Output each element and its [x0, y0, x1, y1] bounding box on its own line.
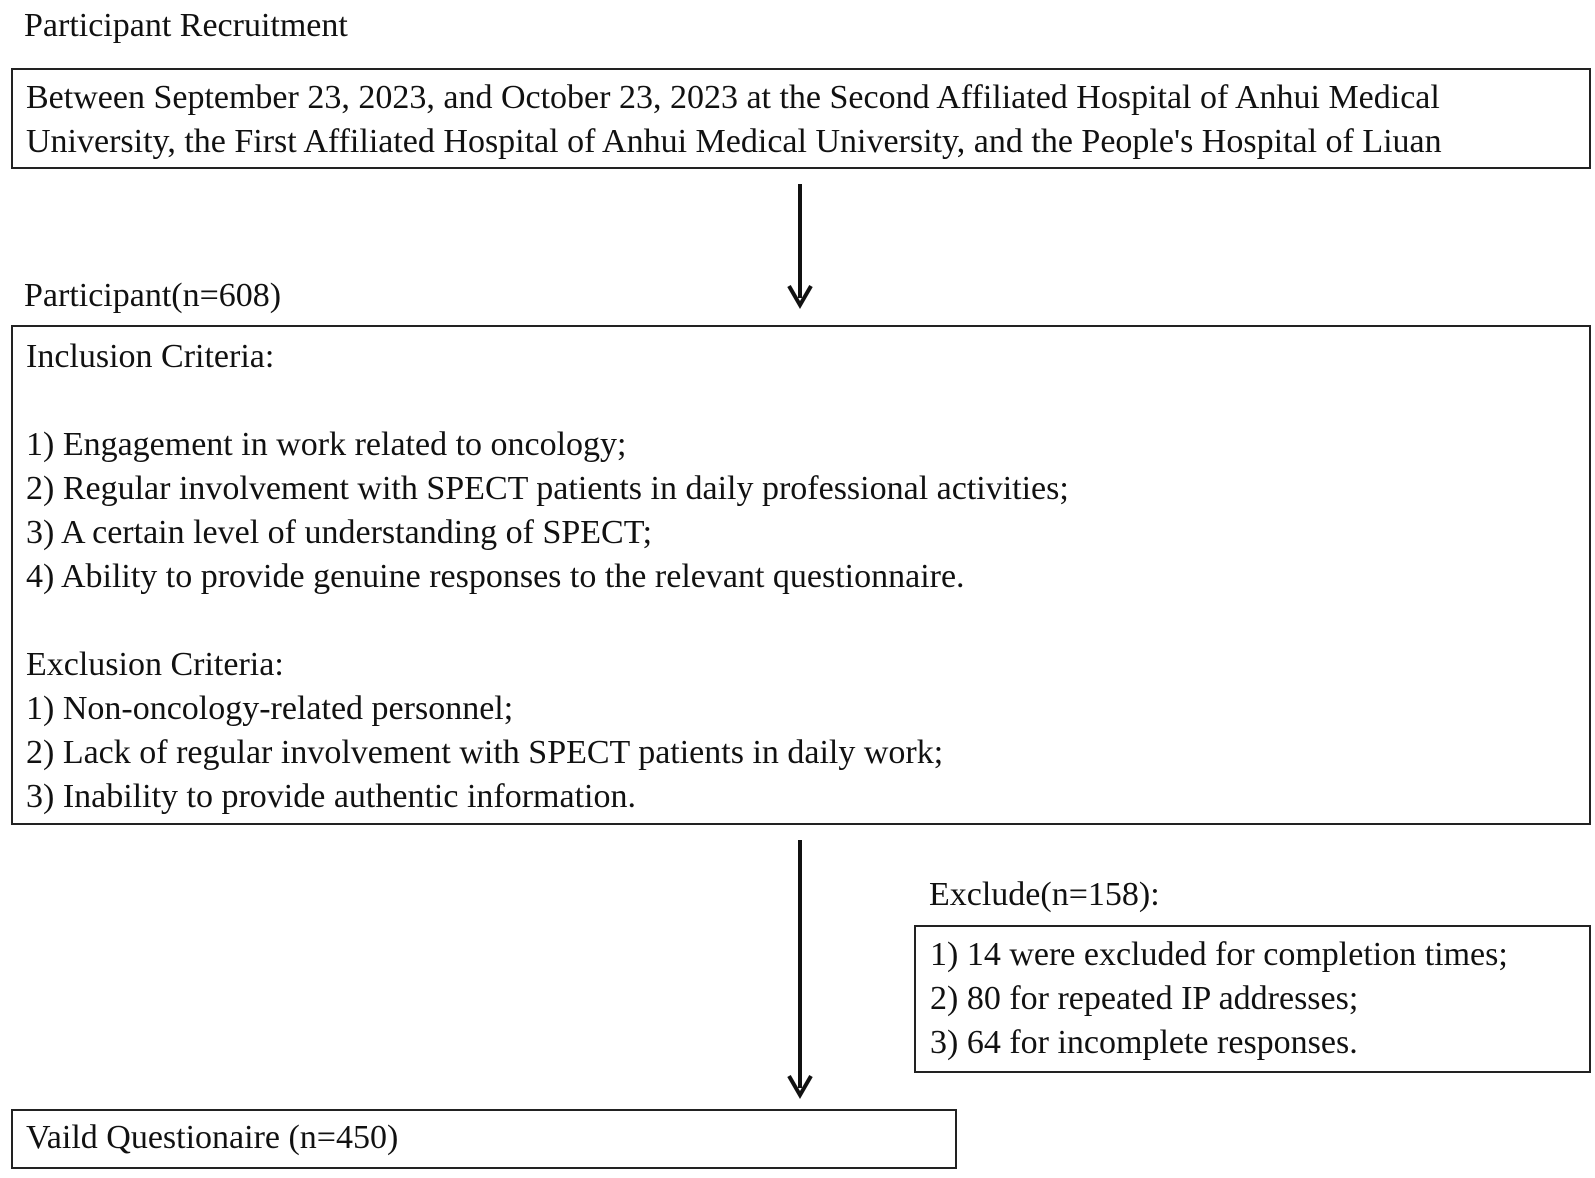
inclusion-item: 1) Engagement in work related to oncology;: [26, 426, 627, 463]
excluded-box: [914, 925, 1591, 1073]
inclusion-item: 4) Ability to provide genuine responses to the relevant questionnaire.: [26, 558, 965, 595]
criteria-box: [11, 325, 1591, 825]
inclusion-item: 3) A certain level of understanding of SPECT;: [26, 514, 653, 551]
result-box: [11, 1109, 957, 1169]
recruitment-line: University, the First Affiliated Hospital of Anhui Medical University, and the People's Hospital of Liuan: [26, 123, 1442, 160]
exclusion-item: 1) Non-oncology-related personnel;: [26, 690, 514, 727]
recruitment-line: Between September 23, 2023, and October 23, 2023 at the Second Affiliated Hospital of Anhui Medical: [26, 79, 1440, 116]
excluded-item: 1) 14 were excluded for completion times;: [930, 936, 1508, 973]
exclusion-item: 2) Lack of regular involvement with SPECT patients in daily work;: [26, 734, 944, 771]
recruitment-heading: Participant Recruitment: [24, 7, 348, 44]
participants-heading: Participant(n=608): [24, 277, 282, 314]
exclusion-item: 3) Inability to provide authentic information.: [26, 778, 636, 815]
result-label: Vaild Questionaire (n=450): [26, 1119, 399, 1156]
excluded-item: 3) 64 for incomplete responses.: [930, 1024, 1358, 1061]
recruitment-box: [11, 68, 1591, 169]
arrow-participants-to-result: [789, 840, 811, 1095]
inclusion-title: Inclusion Criteria:: [26, 338, 275, 375]
exclusion-title: Exclusion Criteria:: [26, 646, 284, 683]
arrow-recruitment-to-participants: [789, 184, 811, 305]
excluded-item: 2) 80 for repeated IP addresses;: [930, 980, 1359, 1017]
excluded-heading: Exclude(n=158):: [929, 876, 1160, 913]
inclusion-item: 2) Regular involvement with SPECT patients in daily professional activities;: [26, 470, 1069, 507]
